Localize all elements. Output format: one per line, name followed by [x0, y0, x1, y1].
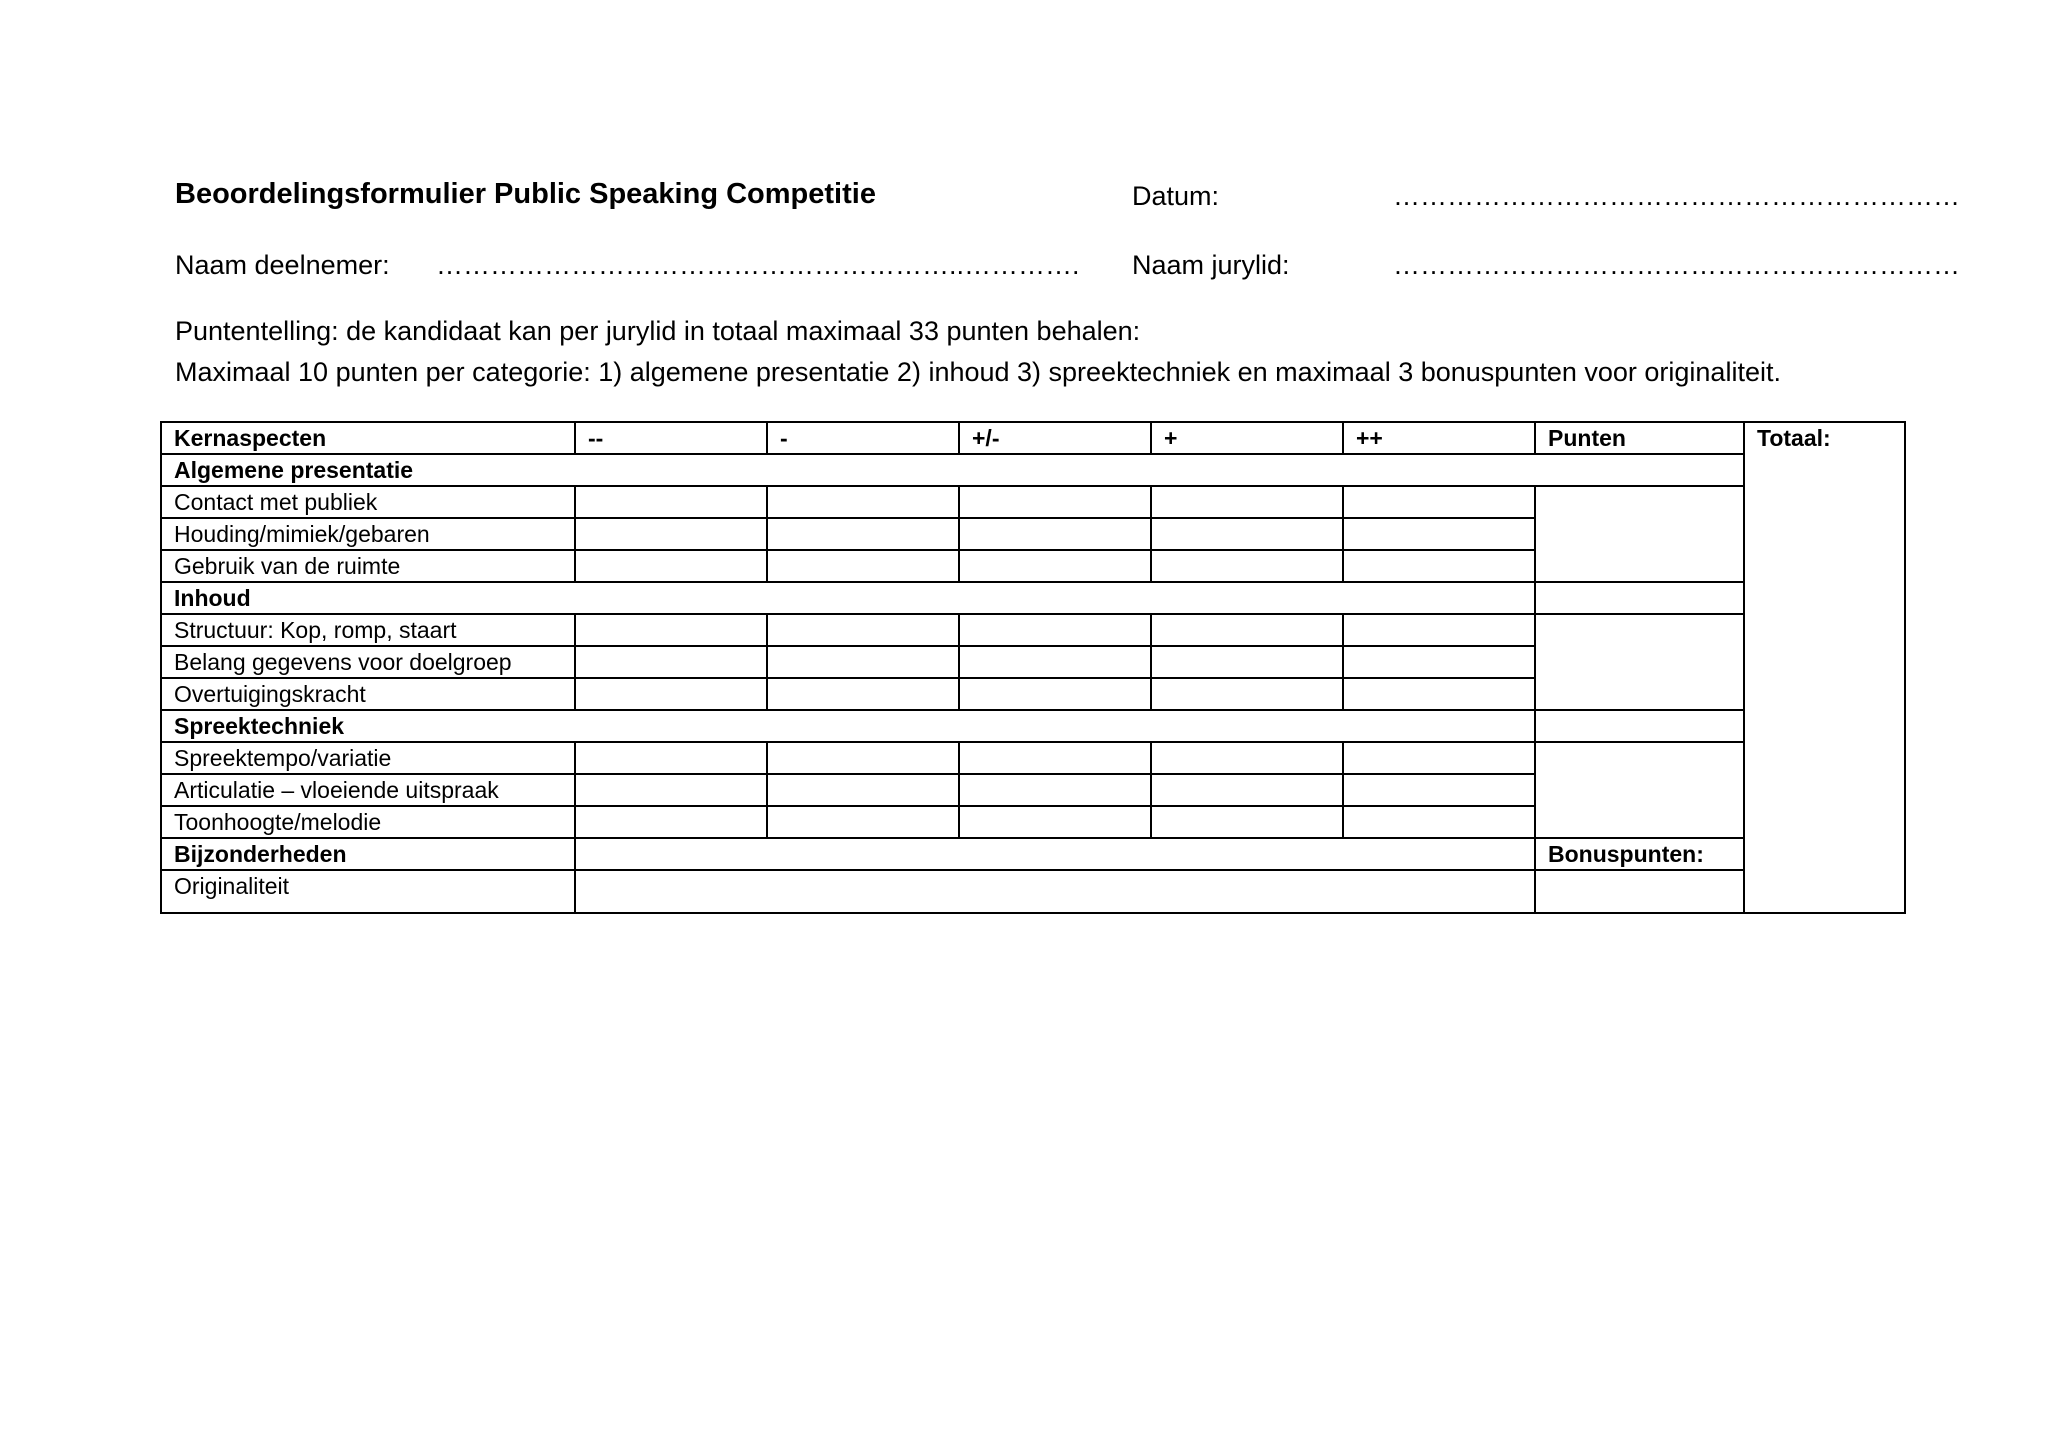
score-cell[interactable]	[1151, 550, 1343, 582]
score-cell[interactable]	[767, 806, 959, 838]
score-cell[interactable]	[575, 806, 767, 838]
deelnemer-label: Naam deelnemer:	[175, 250, 390, 280]
form-title: Beoordelingsformulier Public Speaking Competitie	[175, 178, 876, 210]
intro-line-2: Maximaal 10 punten per categorie: 1) algemene presentatie 2) inhoud 3) spreektechniek en maximaal 3 bonuspunten voor originaliteit.	[175, 357, 1781, 387]
criterion-label: Toonhoogte/melodie	[161, 806, 575, 838]
score-cell[interactable]	[767, 614, 959, 646]
score-cell[interactable]	[959, 742, 1151, 774]
score-cell[interactable]	[1343, 806, 1535, 838]
score-cell[interactable]	[767, 646, 959, 678]
section-punten-cell[interactable]	[1535, 710, 1744, 742]
score-cell[interactable]	[575, 678, 767, 710]
score-cell[interactable]	[1151, 678, 1343, 710]
score-cell[interactable]	[1151, 518, 1343, 550]
score-cell[interactable]	[959, 486, 1151, 518]
criterion-label: Houding/mimiek/gebaren	[161, 518, 575, 550]
criterion-label: Overtuigingskracht	[161, 678, 575, 710]
score-cell[interactable]	[575, 774, 767, 806]
datum-label: Datum:	[1132, 181, 1220, 211]
score-cell[interactable]	[1343, 646, 1535, 678]
score-cell[interactable]	[1343, 550, 1535, 582]
originaliteit-row	[161, 870, 1905, 913]
score-cell[interactable]	[1343, 518, 1535, 550]
table-row	[161, 742, 1905, 774]
jurylid-label: Naam jurylid:	[1132, 250, 1290, 280]
criterion-label: Structuur: Kop, romp, staart	[161, 614, 575, 646]
score-cell[interactable]	[1151, 806, 1343, 838]
criterion-label: Belang gegevens voor doelgroep	[161, 646, 575, 678]
score-cell[interactable]	[959, 806, 1151, 838]
criterion-label: Spreektempo/variatie	[161, 742, 575, 774]
score-cell[interactable]	[1151, 742, 1343, 774]
section-row	[161, 582, 1905, 614]
score-cell[interactable]	[959, 646, 1151, 678]
score-cell[interactable]	[959, 774, 1151, 806]
score-cell[interactable]	[1343, 774, 1535, 806]
score-cell[interactable]	[1343, 614, 1535, 646]
punten-cell[interactable]	[1535, 486, 1744, 582]
header-average: +/-	[959, 422, 1151, 454]
section-row	[161, 454, 1905, 486]
header-very-good: ++	[1343, 422, 1535, 454]
jurylid-field[interactable]: ………………………………………………………	[1393, 250, 1960, 280]
section-title: Algemene presentatie	[161, 454, 1744, 486]
score-cell[interactable]	[959, 678, 1151, 710]
score-cell[interactable]	[767, 678, 959, 710]
score-cell[interactable]	[1343, 742, 1535, 774]
score-cell[interactable]	[767, 518, 959, 550]
score-cell[interactable]	[1151, 486, 1343, 518]
datum-field[interactable]: ………………………………………………………	[1393, 181, 1960, 211]
bonuspunten-label: Bonuspunten:	[1535, 838, 1744, 870]
score-cell[interactable]	[1343, 486, 1535, 518]
score-cell[interactable]	[575, 646, 767, 678]
punten-cell[interactable]	[1535, 742, 1744, 838]
score-cell[interactable]	[1151, 774, 1343, 806]
header-very-poor: --	[575, 422, 767, 454]
score-cell[interactable]	[959, 550, 1151, 582]
score-cell[interactable]	[575, 614, 767, 646]
score-cell[interactable]	[959, 518, 1151, 550]
totaal-cell[interactable]: Totaal:	[1744, 422, 1905, 913]
header-punten: Punten	[1535, 422, 1744, 454]
section-title: Spreektechniek	[161, 710, 1535, 742]
section-row	[161, 710, 1905, 742]
score-cell[interactable]	[959, 614, 1151, 646]
score-cell[interactable]	[767, 774, 959, 806]
score-cell[interactable]	[575, 550, 767, 582]
score-cell[interactable]	[575, 742, 767, 774]
section-title: Inhoud	[161, 582, 1535, 614]
bijzonderheden-row	[161, 838, 1905, 870]
score-cell[interactable]	[1151, 646, 1343, 678]
bijzonderheden-cell[interactable]	[575, 838, 1535, 870]
header-good: +	[1151, 422, 1343, 454]
criterion-label: Articulatie – vloeiende uitspraak	[161, 774, 575, 806]
originaliteit-notes-cell[interactable]	[575, 870, 1535, 913]
criterion-label: Gebruik van de ruimte	[161, 550, 575, 582]
header-kernaspecten: Kernaspecten	[161, 422, 575, 454]
deelnemer-field[interactable]: …………………………………………………..………….	[436, 250, 1080, 280]
table-row	[161, 614, 1905, 646]
bijzonderheden-label: Bijzonderheden	[161, 838, 575, 870]
score-cell[interactable]	[1151, 614, 1343, 646]
criterion-label: Contact met publiek	[161, 486, 575, 518]
header-poor: -	[767, 422, 959, 454]
table-row	[161, 486, 1905, 518]
scoring-table	[160, 421, 1906, 914]
score-cell[interactable]	[767, 742, 959, 774]
score-cell[interactable]	[767, 486, 959, 518]
punten-cell[interactable]	[1535, 614, 1744, 710]
score-cell[interactable]	[767, 550, 959, 582]
score-cell[interactable]	[575, 486, 767, 518]
originaliteit-label: Originaliteit	[161, 870, 575, 913]
intro-line-1: Puntentelling: de kandidaat kan per jurylid in totaal maximaal 33 punten behalen:	[175, 316, 1141, 346]
section-punten-cell[interactable]	[1535, 582, 1744, 614]
score-cell[interactable]	[1343, 678, 1535, 710]
bonuspunten-cell[interactable]	[1535, 870, 1744, 913]
score-cell[interactable]	[575, 518, 767, 550]
header-row	[161, 422, 1905, 454]
